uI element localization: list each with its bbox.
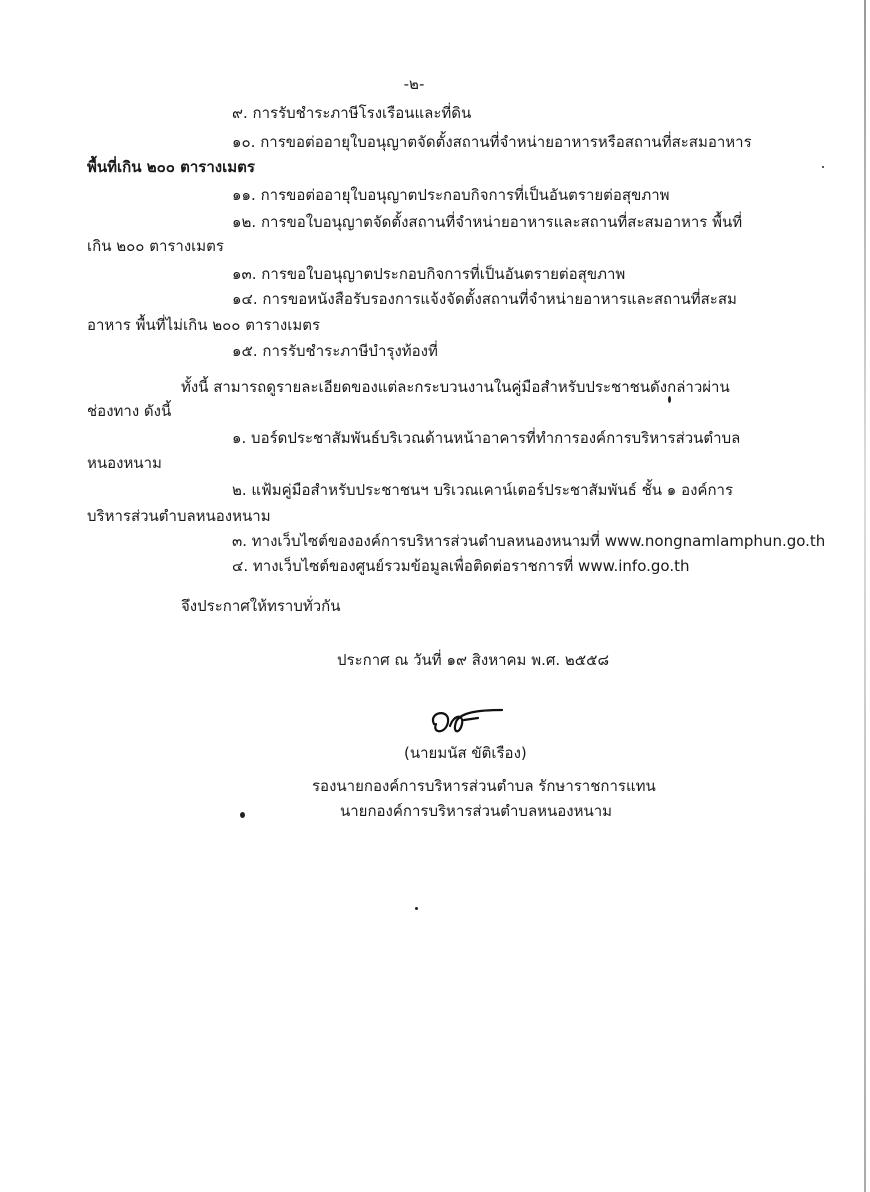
list-item-15: ๑๕. การรับชำระภาษีบำรุงท้องที่	[232, 342, 438, 360]
scan-speck	[822, 166, 824, 168]
list-item-9: ๙. การรับชำระภาษีโรงเรือนและที่ดิน	[232, 104, 472, 122]
channel-item-3: ๓. ทางเว็บไซต์ขององค์การบริหารส่วนตำบลหนองหนามที่ www.nongnamlamphun.go.th	[232, 532, 826, 550]
list-item-12: ๑๒. การขอใบอนุญาตจัดตั้งสถานที่จำหน่ายอาหารและสถานที่สะสมอาหาร พื้นที่	[232, 213, 743, 231]
page-number: -๒-	[403, 75, 425, 93]
list-item-10: ๑๐. การขอต่ออายุใบอนุญาตจัดตั้งสถานที่จำหน่ายอาหารหรือสถานที่สะสมอาหาร	[232, 133, 752, 151]
channel-item-1: ๑. บอร์ดประชาสัมพันธ์บริเวณด้านหน้าอาคารที่ทำการองค์การบริหารส่วนตำบล	[232, 429, 741, 447]
channel-item-4: ๔. ทางเว็บไซต์ของศูนย์รวมข้อมูลเพื่อติดต่อราชการที่ www.info.go.th	[232, 557, 690, 575]
list-item-14-continued: อาหาร พื้นที่ไม่เกิน ๒๐๐ ตารางเมตร	[87, 316, 321, 334]
list-item-11: ๑๑. การขอต่ออายุใบอนุญาตประกอบกิจการที่เป็นอันตรายต่อสุขภาพ	[232, 186, 670, 204]
channel-item-2: ๒. แฟ้มคู่มือสำหรับประชาชนฯ บริเวณเคาน์เตอร์ประชาสัมพันธ์ ชั้น ๑ องค์การ	[232, 481, 734, 499]
list-item-12-continued: เกิน ๒๐๐ ตารางเมตร	[87, 237, 224, 255]
signatory-position-1: รองนายกองค์การบริหารส่วนตำบล รักษาราชการแทน	[312, 777, 656, 795]
channel-item-2-continued: บริหารส่วนตำบลหนองหนาม	[87, 507, 271, 525]
channels-intro-continued: ช่องทาง ดังนี้	[87, 402, 172, 420]
channels-intro: ทั้งนี้ สามารถดูรายละเอียดของแต่ละกระบวนงานในคู่มือสำหรับประชาชนดังกล่าวผ่าน	[181, 378, 730, 396]
closing-statement: จึงประกาศให้ทราบทั่วกัน	[181, 597, 341, 615]
scan-speck	[240, 812, 245, 818]
signatory-position-2: นายกองค์การบริหารส่วนตำบลหนองหนาม	[340, 802, 613, 820]
handwritten-signature	[420, 704, 510, 744]
signatory-name: (นายมนัส ขัติเรือง)	[404, 744, 527, 762]
list-item-14: ๑๔. การขอหนังสือรับรองการแจ้งจัดตั้งสถานที่จำหน่ายอาหารและสถานที่สะสม	[232, 290, 737, 308]
list-item-13: ๑๓. การขอใบอนุญาตประกอบกิจการที่เป็นอันตรายต่อสุขภาพ	[232, 265, 626, 283]
list-item-10-continued: พื้นที่เกิน ๒๐๐ ตารางเมตร	[87, 158, 255, 176]
scan-speck	[668, 396, 671, 403]
channel-item-1-continued: หนองหนาม	[87, 454, 162, 472]
scan-speck	[415, 907, 418, 910]
announcement-date: ประกาศ ณ วันที่ ๑๙ สิงหาคม พ.ศ. ๒๕๕๘	[337, 651, 610, 669]
